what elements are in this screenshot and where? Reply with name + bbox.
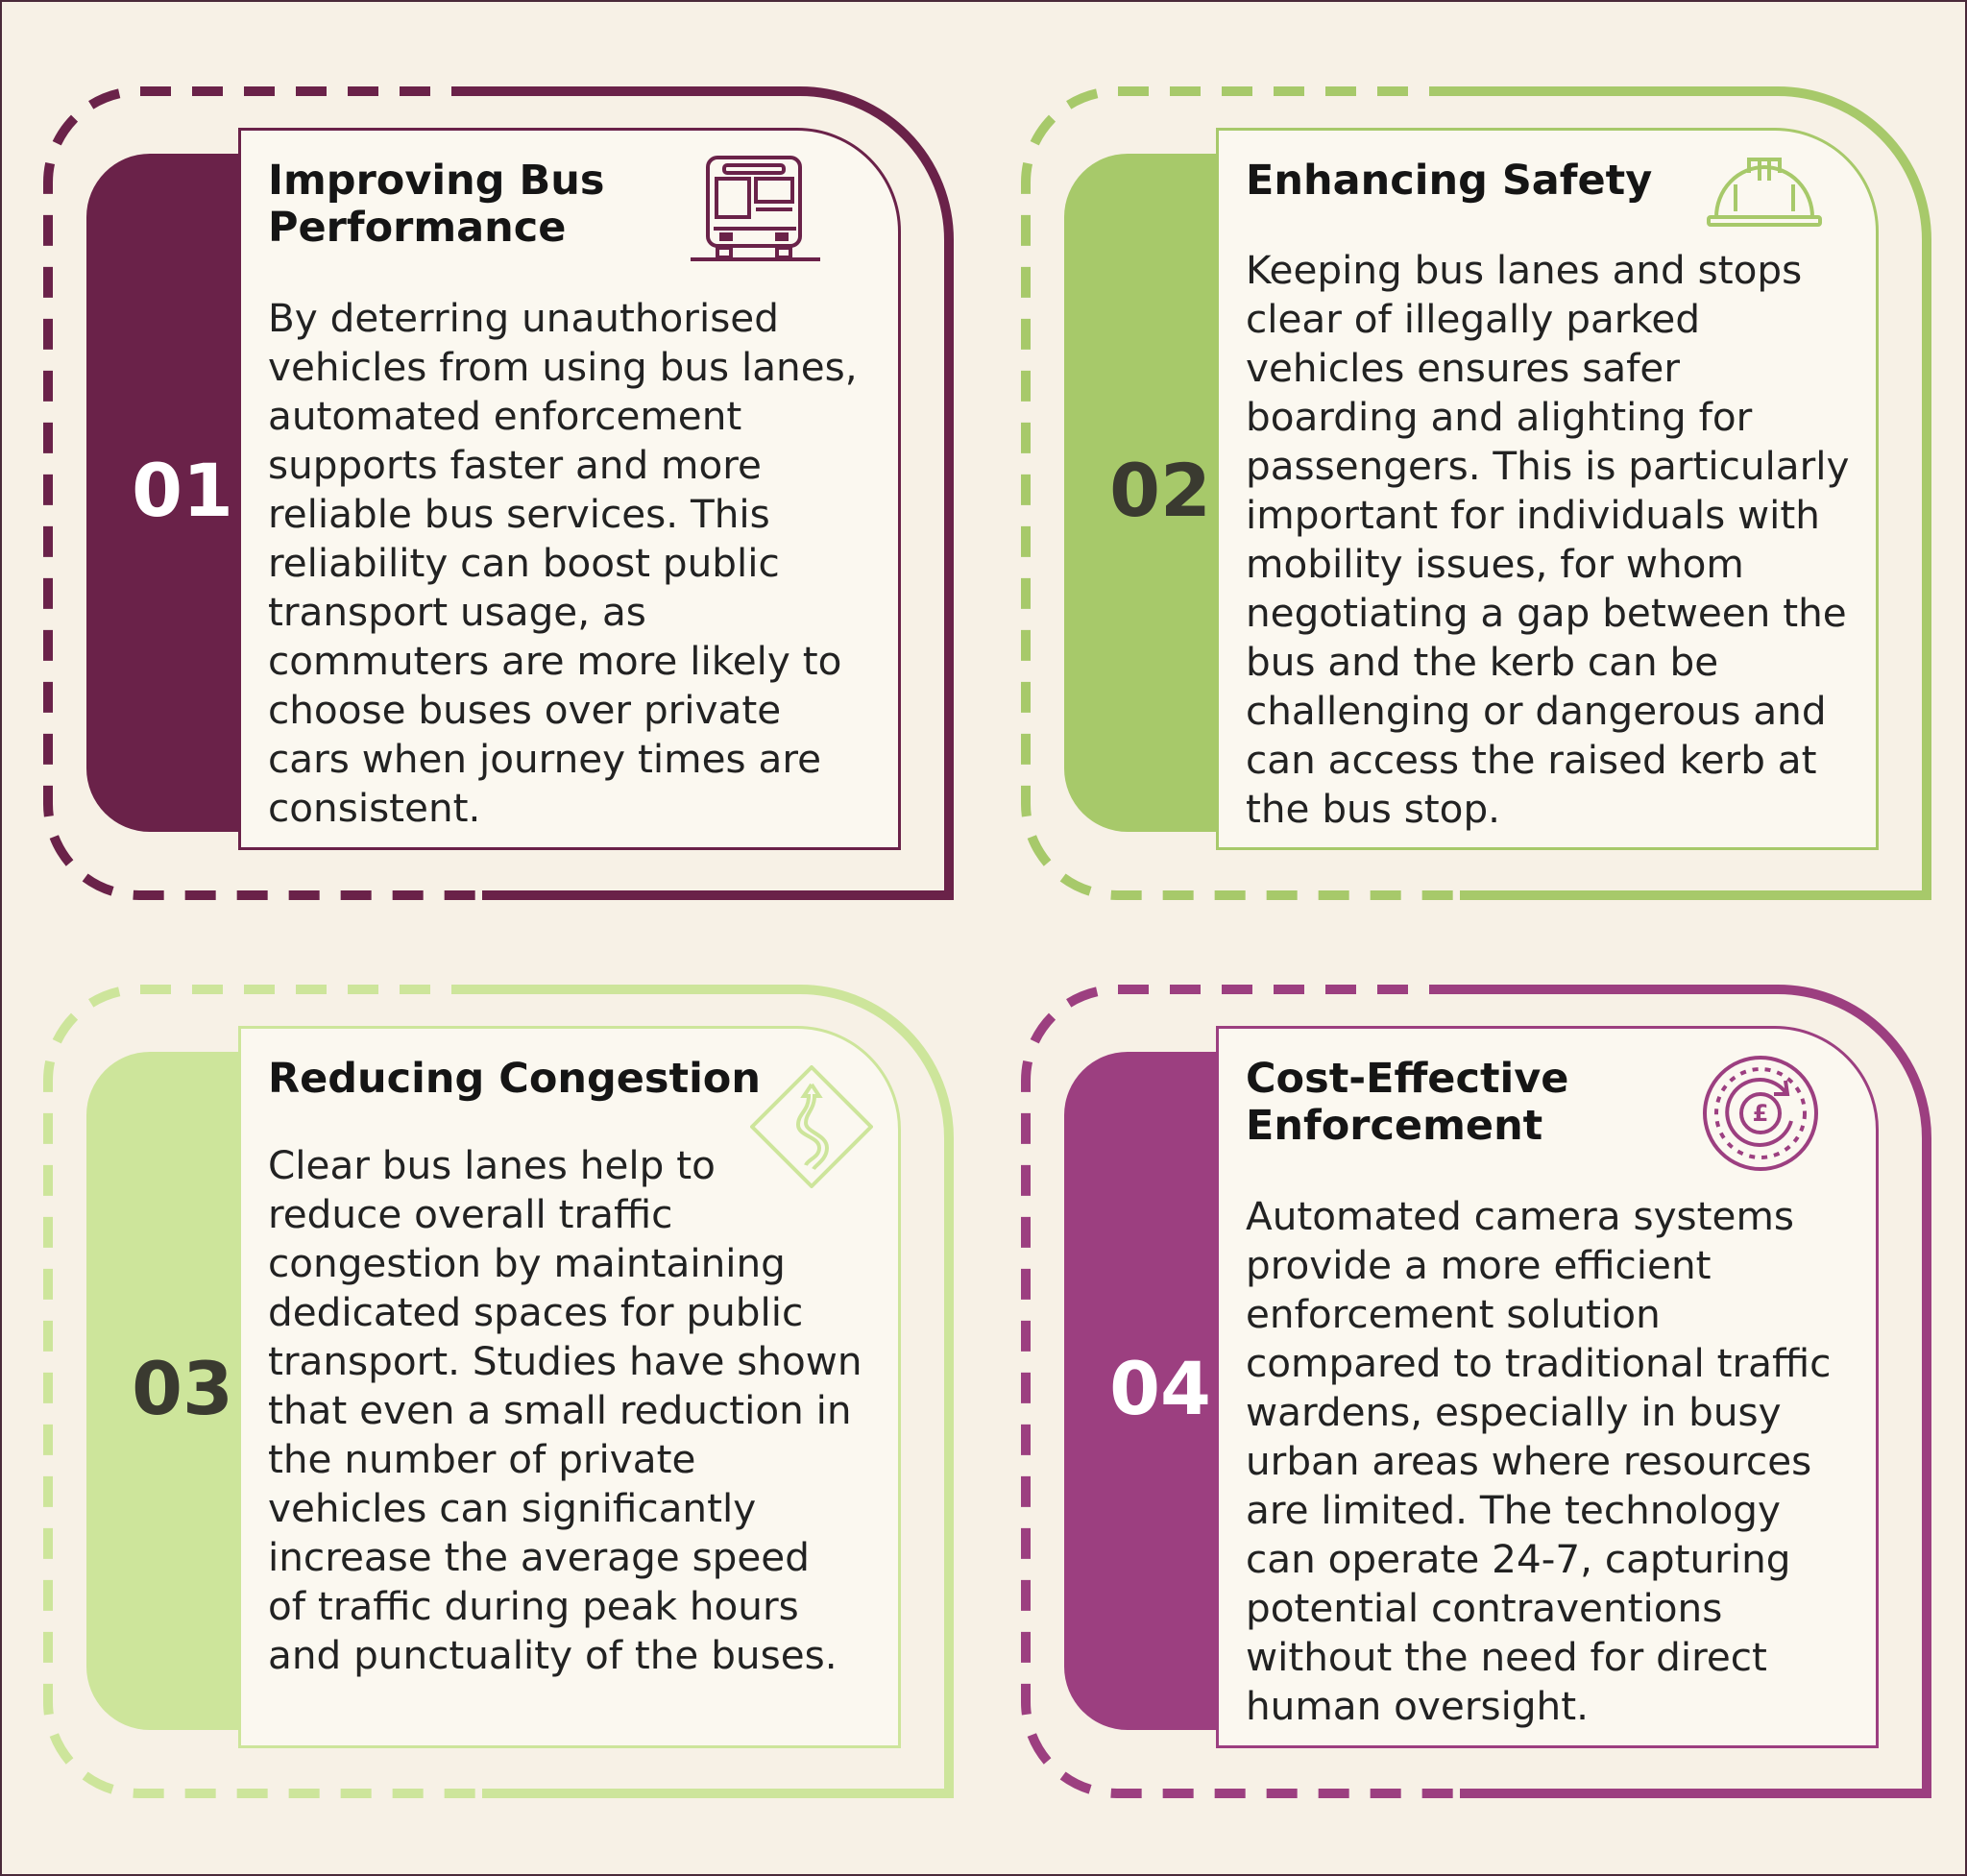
- card-improving-bus-performance: [238, 128, 901, 850]
- card-title: Cost-Effective Enforcement: [1246, 1055, 1569, 1150]
- card-reducing-congestion: [238, 1026, 901, 1748]
- card-body: Automated camera systems provide a more efficient enforcement solution compared to traditional traffic wardens, especially in busy urban areas where resources are limited. The technology can operate 24-7, capturing potential contraventions without the need for direct human oversight.: [1246, 1193, 1832, 1729]
- card-number: 04: [1109, 1346, 1211, 1431]
- card-body: By deterring unauthorised vehicles from using bus lanes, automated enforcement supports faster and more reliable bus services. This reliability can boost public transport usage, as commuters are more likely to choose buses over private cars when journey times are consistent.: [268, 295, 858, 831]
- card-number: 02: [1109, 448, 1211, 533]
- card-body: Keeping bus lanes and stops clear of illegally parked vehicles ensures safer boarding and alighting for passengers. This is particularly important for individuals with mobility issues, for whom negotiating a gap between the bus and the kerb can be challenging or dangerous and can access the raised kerb at the bus stop.: [1246, 247, 1850, 832]
- card-number: 03: [132, 1346, 233, 1431]
- card-number: 01: [132, 448, 233, 533]
- card-title: Enhancing Safety: [1246, 157, 1653, 205]
- card-cost-effective-enforcement: [1216, 1026, 1879, 1748]
- card-title: Reducing Congestion: [268, 1055, 761, 1103]
- pound-cycle-icon: [1699, 1052, 1822, 1175]
- card-title: Improving Bus Performance: [268, 157, 605, 252]
- card-enhancing-safety: [1216, 128, 1879, 850]
- svg-text:£: £: [1752, 1100, 1769, 1127]
- card-body: Clear bus lanes help to reduce overall traffic congestion by maintaining dedicated spaces for public transport. Studies have shown that even a small reduction in the number of private vehicles can significantly increase the average speed of traffic during peak hours and punctuality of the buses.: [268, 1142, 862, 1678]
- bus-icon: [691, 156, 820, 261]
- hard-hat-icon: [1707, 152, 1822, 229]
